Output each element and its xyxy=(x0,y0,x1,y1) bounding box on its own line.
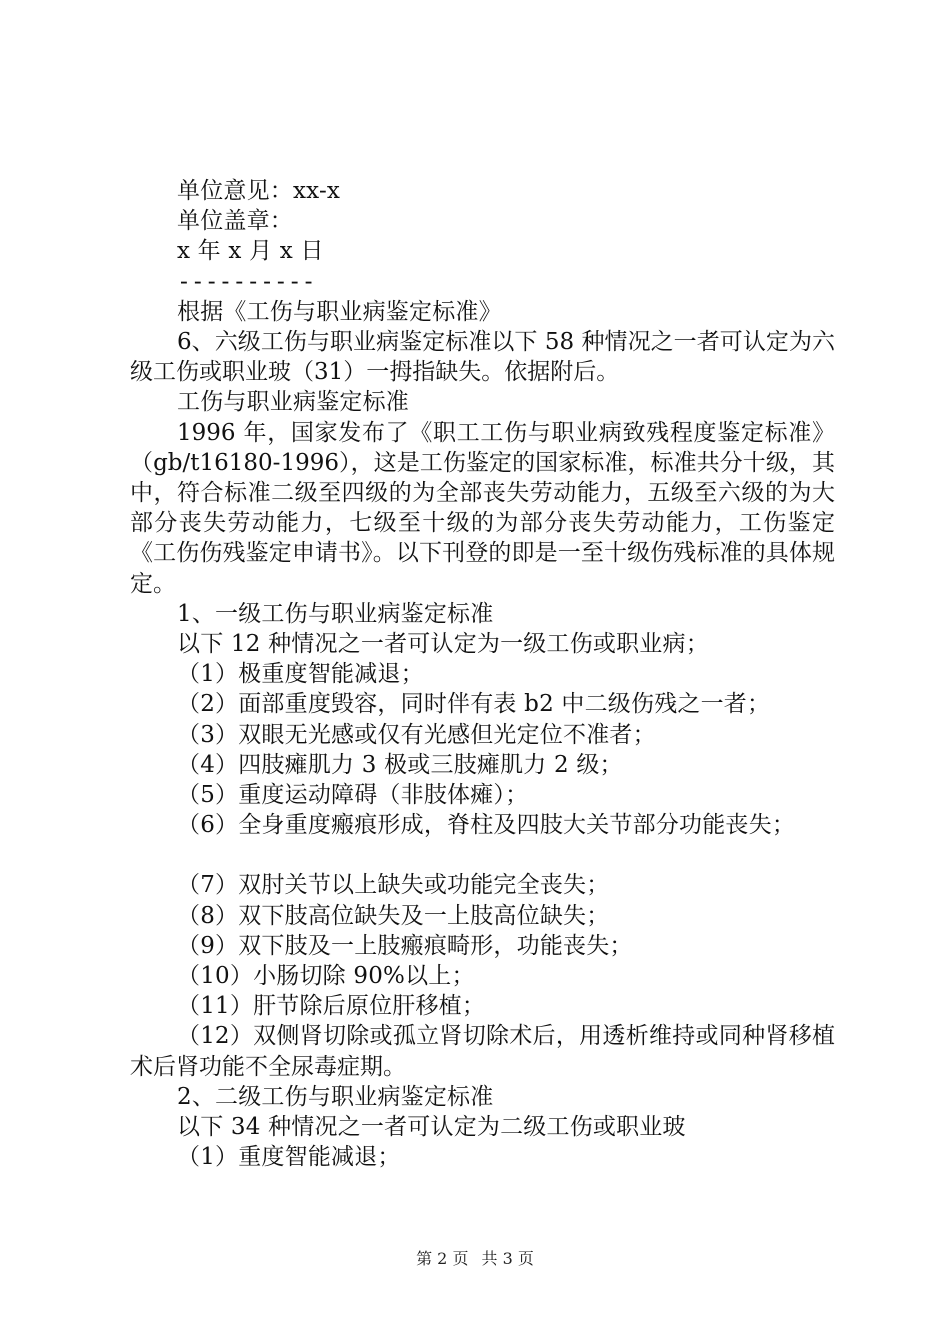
grade2-heading: 2、二级工伤与职业病鉴定标准 xyxy=(177,1083,494,1110)
grade1-item: （5）重度运动障碍（非肢体瘫）； xyxy=(177,782,529,809)
page-total: 共 3 页 xyxy=(481,1249,534,1268)
grade2-intro: 以下 34 种情况之一者可认定为二级工伤或职业玻 xyxy=(177,1114,686,1141)
grade1-item-12: （12）双侧肾切除或孤立肾切除术后，用透析维持或同种肾移植术后肾功能不全尿毒症期。 xyxy=(130,1023,835,1080)
grade6-intro-paragraph: 6、六级工伤与职业病鉴定标准以下 58 种情况之一者可认定为六级工伤或职业玻（31）一拇指缺失。依据附后。 xyxy=(130,329,835,386)
grade2-item: （1）重度智能减退； xyxy=(177,1144,401,1171)
date-line: x 年 x 月 x 日 xyxy=(177,238,324,265)
grade1-intro: 以下 12 种情况之一者可认定为一级工伤或职业病； xyxy=(177,631,709,658)
grade1-item: （6）全身重度瘢痕形成，脊柱及四肢大关节部分功能丧失； xyxy=(177,812,796,839)
unit-opinion: 单位意见：xx-x xyxy=(177,178,341,204)
grade1-item: （2）面部重度毁容，同时伴有表 b2 中二级伤残之一者； xyxy=(177,691,771,718)
standard-title: 工伤与职业病鉴定标准 xyxy=(177,389,409,416)
blank-line xyxy=(130,840,835,870)
history-paragraph: 1996 年，国家发布了《职工工伤与职业病致残程度鉴定标准》（gb/t16180-1996），这是工伤鉴定的国家标准，标准共分十级，其中，符合标准二级至四级的为全部丧失劳动能力，五级至六级的为大部分丧失劳动能力，七级至十级的为部分丧失劳动能力，工伤鉴定《工伤伤残鉴定申请书》。以下刊登的即是一至十级伤残标准的具体规定。 xyxy=(130,419,835,597)
page-number: 第 2 页 xyxy=(416,1249,469,1268)
grade1-item: （3）双眼无光感或仅有光感但光定位不准者； xyxy=(177,721,656,748)
grade1-item: （7）双肘关节以上缺失或功能完全丧失； xyxy=(177,872,610,899)
grade1-item: （9）双下肢及一上肢瘢痕畸形，功能丧失； xyxy=(177,932,633,959)
grade1-item: （10）小肠切除 90%以上； xyxy=(177,963,475,990)
document-body xyxy=(130,176,835,1173)
grade1-item: （4）四肢瘫肌力 3 极或三肢瘫肌力 2 级； xyxy=(177,751,623,778)
grade1-item: （8）双下肢高位缺失及一上肢高位缺失； xyxy=(177,902,610,929)
unit-seal: 单位盖章： xyxy=(177,208,293,235)
divider-line: ---------- xyxy=(177,268,316,295)
basis-line: 根据《工伤与职业病鉴定标准》 xyxy=(177,298,502,325)
grade1-item: （1）极重度智能减退； xyxy=(177,661,424,688)
grade1-heading: 1、一级工伤与职业病鉴定标准 xyxy=(177,600,494,627)
grade1-item: （11）肝节除后原位肝移植； xyxy=(177,993,486,1020)
page-footer xyxy=(0,1246,950,1269)
